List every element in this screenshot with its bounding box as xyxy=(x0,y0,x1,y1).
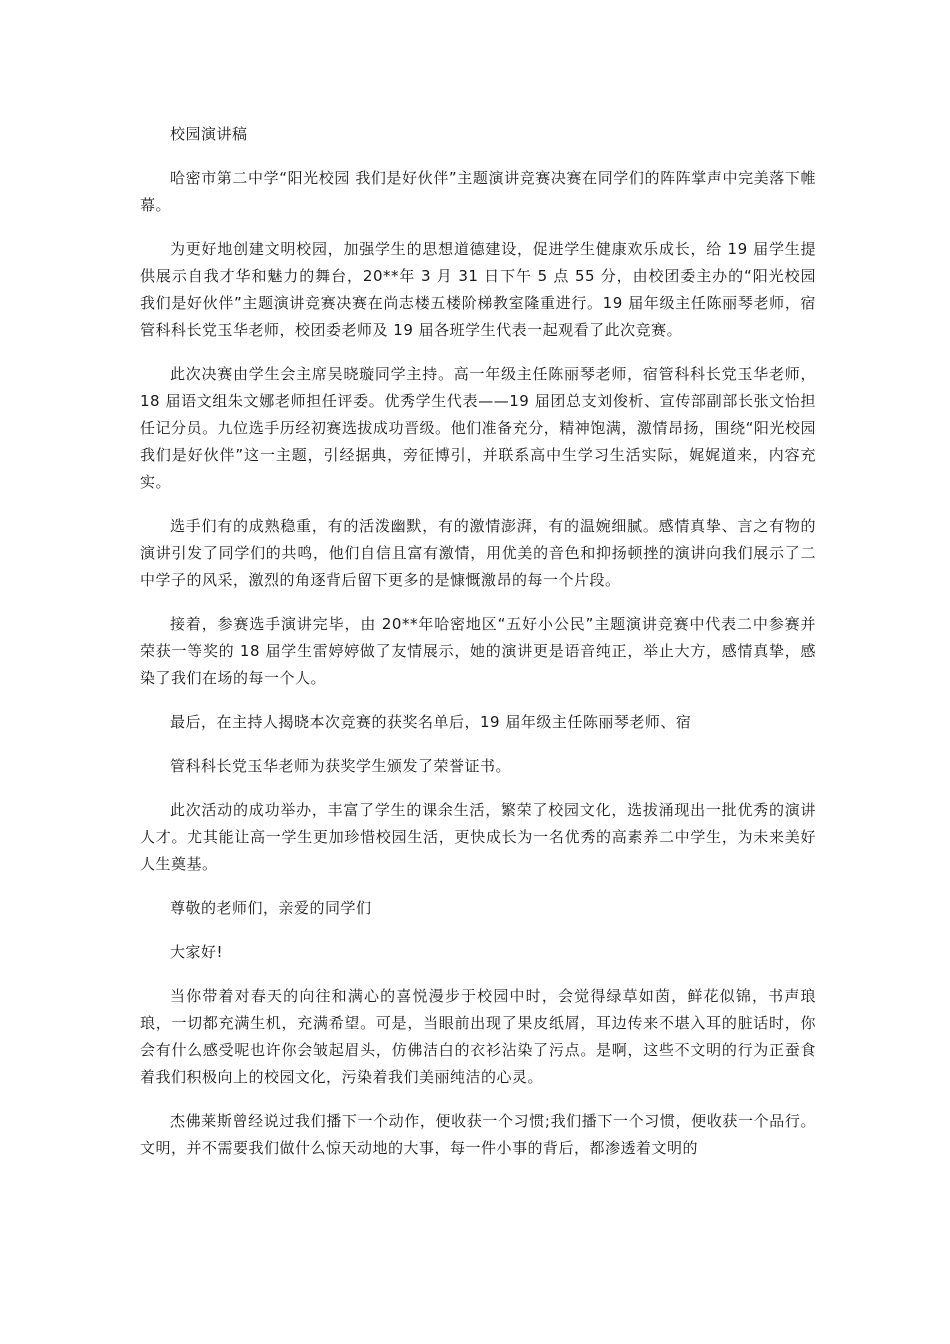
paragraph: 哈密市第二中学“阳光校园 我们是好伙伴”主题演讲竞赛决赛在同学们的阵阵掌声中完美落下帷幕。 xyxy=(140,169,816,214)
document-body xyxy=(140,121,816,1179)
paragraph: 选手们有的成熟稳重，有的活泼幽默，有的激情澎湃，有的温婉细腻。感情真挚、言之有物的演讲引发了同学们的共鸣，他们自信且富有激情，用优美的音色和抑扬顿挫的演讲向我们展示了二中学子的风采，激烈的角逐背后留下更多的是慷慨激昂的每一个片段。 xyxy=(140,517,816,589)
paragraph: 此次决赛由学生会主席吴晓璇同学主持。高一年级主任陈丽琴老师，宿管科科长党玉华老师，18 届语文组朱文娜老师担任评委。优秀学生代表——19 届团总支刘俊析、宣传部副部长张文怡担任记分员。九位选手历经初赛选拔成功晋级。他们准备充分，精神饱满，激情昂扬，围绕“阳光校园我们是好伙伴”这一主题，引经据典，旁征博引，并联系高中生学习生活实际，娓娓道来，内容充实。 xyxy=(140,365,816,491)
paragraph: 此次活动的成功举办，丰富了学生的课余生活，繁荣了校园文化，选拔涌现出一批优秀的演讲人才。尤其能让高一学生更加珍惜校园生活，更快成长为一名优秀的高素养二中学生，为未来美好人生奠基。 xyxy=(140,801,816,873)
speech-greeting: 大家好! xyxy=(170,943,224,961)
document-title: 校园演讲稿 xyxy=(170,125,248,143)
paragraph: 杰佛莱斯曾经说过我们播下一个动作，便收获一个习惯;我们播下一个习惯，便收获一个品行。文明，并不需要我们做什么惊天动地的大事，每一件小事的背后，都渗透着文明的 xyxy=(140,1112,816,1157)
paragraph: 接着，参赛选手演讲完毕，由 20**年哈密地区“五好小公民”主题演讲竞赛中代表二中参赛并荣获一等奖的 18 届学生雷婷婷做了友情展示，她的演讲更是语音纯正，举止大方，感情真挚，感染了我们在场的每一个人。 xyxy=(140,615,816,687)
paragraph: 最后，在主持人揭晓本次竞赛的获奖名单后，19 届年级主任陈丽琴老师、宿 xyxy=(170,713,692,731)
paragraph: 为更好地创建文明校园，加强学生的思想道德建设，促进学生健康欢乐成长，给 19 届学生提供展示自我才华和魅力的舞台，20**年 3 月 31 日下午 5 点 55 分，由校团委主办的“阳光校园 我们是好伙伴”主题演讲竞赛决赛在尚志楼五楼阶梯教室隆重进行。19 届年级主任陈丽琴老师，宿管科科长党玉华老师，校团委老师及 19 届各班学生代表一起观看了此次竞赛。 xyxy=(140,240,816,339)
paragraph: 当你带着对春天的向往和满心的喜悦漫步于校园中时，会觉得绿草如茵，鲜花似锦，书声琅琅，一切都充满生机，充满希望。可是，当眼前出现了果皮纸屑，耳边传来不堪入耳的脏话时，你会有什么感受呢也许你会皱起眉头，仿佛洁白的衣衫沾染了污点。是啊，这些不文明的行为正蚕食着我们积极向上的校园文化，污染着我们美丽纯洁的心灵。 xyxy=(140,987,816,1086)
paragraph: 管科科长党玉华老师为获奖学生颁发了荣誉证书。 xyxy=(170,757,512,775)
speech-salutation: 尊敬的老师们，亲爱的同学们 xyxy=(170,899,372,917)
